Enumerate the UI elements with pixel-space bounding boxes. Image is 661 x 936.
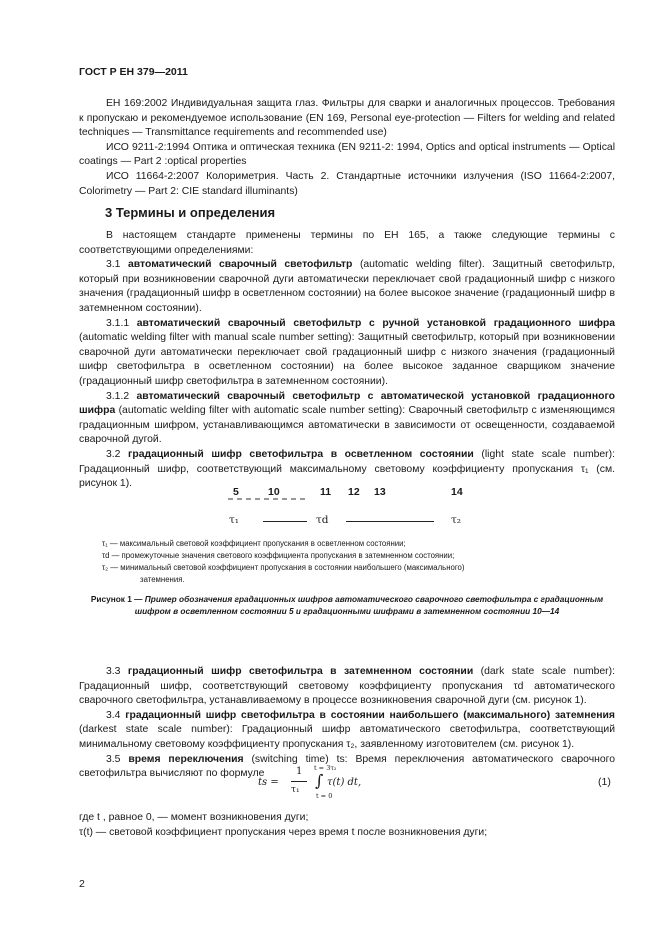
term-3-5: 3.5 время переключения (switching time) ts: Время переключения автоматического сварочного светофильтра вычисляют по формуле — [79, 753, 615, 780]
intro-paragraph: В настоящем стандарте применены термины по ЕН 165, а также следующие термины с соответствующими определениями: — [79, 230, 615, 256]
tau-d-label: τd — [316, 514, 329, 526]
term-3-1: 3.1 автоматический сварочный светофильтр (automatic welding filter). Защитный светофильтр, который при возникновении сварочной дуги автоматически переключает свой градационный шифр с низкого значения (градационный шифр в осветленном состоянии) на более высокое значение (градационный шифр в затемненном состоянии). — [79, 259, 616, 314]
formula-integrand: τ(t) dt, — [327, 777, 362, 788]
tau-2-label: τ₂ — [451, 514, 462, 526]
where-block — [79, 811, 615, 840]
scale-number: 14 — [451, 486, 463, 498]
legend-item: τd — промежуточные значения светового коэффициента пропускания в затемненном состоянии; — [102, 551, 455, 560]
term-3-3: 3.3 градационный шифр светофильтра в затемненном состоянии (dark state scale number): Градационный шифр, соответствующий световому коэффициенту пропускания τd автоматического сварочного светофильтра, устанавливаемому в процессе возникновения сварочной дуги (см. рисунок 1). — [79, 666, 615, 707]
section-title: 3 Термины и определения — [105, 205, 276, 220]
definitions-block — [79, 229, 615, 492]
scale-line-right — [346, 521, 434, 522]
integral-lower-limit: t = 0 — [316, 792, 333, 800]
references-block — [79, 97, 615, 199]
page-number: 2 — [79, 878, 85, 890]
figure-caption: Рисунок 1 — Пример обозначения градационных шифров автоматического сварочного светофильтра с градационным шифром в осветленном состоянии 5 и градационными шифрами в затемненном состоянии 10—14 — [90, 594, 604, 616]
integral-upper-limit: t = 3τ₂ — [314, 764, 337, 772]
scale-number: 12 — [348, 486, 360, 498]
scale-number: 13 — [374, 486, 386, 498]
scale-number: 11 — [320, 486, 332, 498]
legend-item: τ₁ — максимальный световой коэффициент пропускания в осветленном состоянии; — [102, 539, 406, 548]
legend-item: τ₂ — минимальный световой коэффициент пропускания в состоянии наибольшего (максимального) — [102, 563, 465, 572]
formula-number: (1) — [598, 776, 611, 788]
fraction-bar — [291, 781, 307, 782]
integral-sign: ∫ — [315, 771, 324, 790]
term-3-2: 3.2 градационный шифр светофильтра в осветленном состоянии (light state scale number): Градационный шифр, соответствующий максимальному световому коэффициенту пропускания τ₁ (см. рисунок 1). — [79, 448, 615, 490]
reference-item: ЕН 169:2002 Индивидуальная защита глаз. Фильтры для сварки и аналогичных процессов. Требования к пропускаю и рекомендуемое использование (EN 169, Personal eye-protection — Filters for welding and related techniques — Transmittance requirements and recommended use) — [79, 98, 615, 139]
scale-line-left — [263, 521, 307, 522]
reference-item: ИСО 11664-2:2007 Колориметрия. Часть 2. Стандартные источники излучения (ISO 11664-2:2007, Colorimetry — Part 2: CIE standard illuminants) — [79, 170, 615, 197]
formula-fraction-numerator: 1 — [296, 766, 303, 777]
term-3-1-2: 3.1.2 автоматический сварочный светофильтр с автоматической установкой градационного шифра (automatic welding filter with automatic scale number setting): Сварочный светофильтр с изменяющимся градационным шифром, устанавливающимся автоматически в зависимости от освещенности, создаваемой сварочной дугой. — [79, 390, 615, 446]
scale-number: 5 — [233, 486, 239, 498]
formula-fraction-denominator: τ₁ — [291, 785, 300, 795]
formula-lhs: ts = — [258, 777, 279, 788]
tau-1-label: τ₁ — [229, 514, 240, 526]
where-line: τ(t) — световой коэффициент пропускания через время t после возникновения дуги; — [79, 826, 488, 838]
term-3-1-1: 3.1.1 автоматический сварочный светофильтр с ручной установкой градационного шифра (automatic welding filter with manual scale number setting): Защитный светофильтр, который при возникновении сварочной дуги автоматически переключает свой градационный шифр с низкого значения (градационный шифр светофильтра в осветленном состоянии) на более высокое заданное сварщиком значение (градационный шифр светофильтра в затемненном состоянии). — [79, 317, 615, 387]
figure-legend — [102, 538, 562, 586]
reference-item: ИСО 9211-2:1994 Оптика и оптическая техника (EN 9211-2: 1994, Optics and optical instruments — Optical coatings — Part 2 :optical properties — [79, 141, 615, 168]
dashed-scale-line — [228, 496, 468, 502]
where-line: где t , равное 0, — момент возникновения дуги; — [79, 812, 309, 823]
standard-header: ГОСТ Р ЕН 379—2011 — [79, 66, 188, 78]
definitions-block-2 — [79, 665, 615, 782]
term-3-4: 3.4 градационный шифр светофильтра в состоянии наибольшего (максимального) затемнения (darkest state scale number): Градационный шифр автоматического светофильтра, соответствующий минимальному световому коэффициенту пропускания τ₂, заявленному изготовителем (см. рисунок 1). — [79, 709, 615, 750]
scale-number: 10 — [268, 486, 280, 498]
legend-item: затемнения. — [140, 575, 185, 584]
